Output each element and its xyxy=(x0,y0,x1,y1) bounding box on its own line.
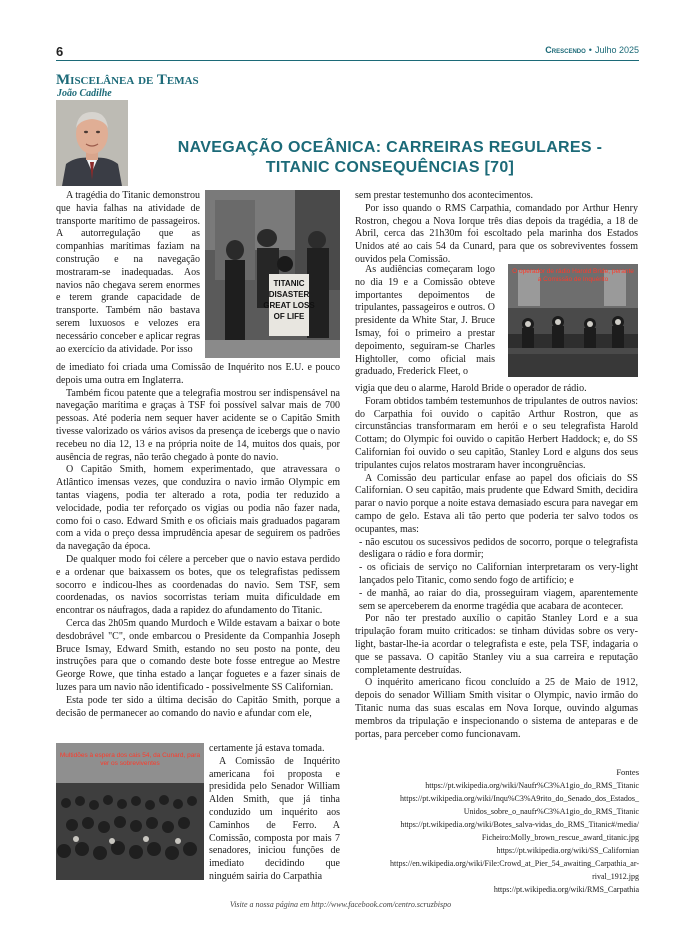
source-item[interactable]: https://pt.wikipedia.org/wiki/Botes_salva-vidas_do_RMS_Titanic#/media/ xyxy=(400,820,639,829)
paragraph-1-continued: de imediato foi criada uma Comissão de Inquérito nos E.U. e pouco depois uma outra em Inglaterra. xyxy=(56,362,340,386)
bullet-2: - os oficiais de serviço no Californian interpretaram os very-light lançados pelo Titanic, como sendo fogo de artifício; e xyxy=(359,562,638,586)
bullet-3: - de manhã, ao raiar do dia, prosseguiram viagem, aparentemente sem se aperceberem da enorme tragédia que acabara de acontecer. xyxy=(359,587,638,612)
paragraph-8: Por isso quando o RMS Carpathia, comandado por Arthur Henry Rostron, chegou a Nova Iorque três dias depois da tragédia, a 18 de Abril, cerca das 21h30m foi escoltado pela marinha dos Estados Unidos até ao cais 54 da Cunard, para que os sobreviventes fossem ouvidos pela Comissão. xyxy=(355,202,638,265)
paragraph-2: Também ficou patente que a telegrafia mostrou ser indispensável na navegação marítima e graças à TSF foi possível salvar mais de 700 pessoas. Até poderia nem sequer haver acidente se o Capitão Smith tivesse valorizado os vários avisos da presença de icebergs que o navio recebeu no dia 12, 13 e na própria noite de 14, muitos dos quais, por ausência de regras, não terão chegado à ponte do navio. xyxy=(56,387,340,463)
source-item[interactable]: https://pt.wikipedia.org/wiki/Inqu%C3%A9rito_do_Senado_dos_Estados_ xyxy=(400,794,639,803)
source-item[interactable]: https://pt.wikipedia.org/wiki/RMS_Carpathia xyxy=(493,885,639,894)
article-column-left xyxy=(56,362,340,720)
paragraph-6-continued: certamente já estava tomada. xyxy=(209,743,325,754)
headline-line-1: NAVEGAÇÃO OCEÂNICA: CARREIRAS REGULARES - xyxy=(177,139,603,156)
issue-date: Julho 2025 xyxy=(594,45,639,55)
source-item[interactable]: https://pt.wikipedia.org/wiki/SS_Californian xyxy=(496,846,639,855)
author-portrait xyxy=(56,100,128,186)
paragraph-9-continued: vigia que deu o alarme, Harold Bride o operador de rádio. xyxy=(355,383,587,394)
article-right-wrap xyxy=(355,264,495,379)
article-right-top xyxy=(355,190,638,267)
article-headline xyxy=(150,138,630,178)
photo-newsboy-titanic-disaster xyxy=(205,190,340,358)
svg-text:DISASTER: DISASTER xyxy=(268,290,310,299)
paragraph-5: Cerca das 2h05m quando Murdoch e Wilde estavam a baixar o bote desdobrável "C", onde embarcou o Presidente da Companhia Joseph Bruce Ismay, Edward Smith, estando no seu posto na ponte, deu instruções para que o comando deste bote fosse entregue ao Mestre George Rowe, que tinha estado a lançar foguetes e a fazer sinais de luzes para um navio não identificado - possivelmente SS Californian. xyxy=(56,617,340,693)
author-name: João Cadilhe xyxy=(57,88,112,99)
page-footer[interactable]: Visite a nossa página em http://www.facebook.com/centro.scruzbispo xyxy=(229,900,452,909)
pier-photo-caption: Multidões à espera dos cais 54, da Cunard, para ver os sobreviventes xyxy=(59,752,201,767)
paragraph-13: O inquérito americano ficou concluído a 25 de Maio de 1912, depois do senador William Smith visitar o Olympic, navio irmão do Titanic numa das suas escalas em Nova Iorque, ouvindo algumas membros da tripulação e inspecionando o sistema de anteparas e de portas, para perceber como funcionavam. xyxy=(355,677,638,740)
paragraph-3: O Capitão Smith, homem experimentado, que atravessara o Atlântico imensas vezes, que conduzira o navio irmão Olympic em tantas viagens, podia ter alterado a rota, podia ter reduzido a velocidade, podia ter reforçado os vigias ou podia não fazer nada, como foi o caso. Edward Smith e os oficiais mais graduados pagaram com a vida o preço dessa imprudência apesar de seguirem os padrões da navegação da época. xyxy=(56,464,340,553)
svg-text:OF LIFE: OF LIFE xyxy=(273,312,305,321)
article-intro xyxy=(56,190,200,356)
source-item[interactable]: https://en.wikipedia.org/wiki/File:Crowd_at_Pier_54_awaiting_Carpathia_ar- xyxy=(390,859,639,868)
portrait-illustration xyxy=(56,100,128,186)
headline-line-2: TITANIC CONSEQUÊNCIAS [70] xyxy=(265,159,515,176)
paragraph-6: Esta pode ter sido a última decisão do Capitão Smith, porque a decisão de permanecer ao comando do navio e afundar com ele, xyxy=(56,694,340,719)
article-left-bottom xyxy=(209,743,340,884)
paragraph-7-continued: sem prestar testemunho dos acontecimentos. xyxy=(355,190,534,201)
newsboy-photo-illustration xyxy=(205,190,340,358)
paragraph-4: De qualquer modo foi célere a perceber que o navio estava perdido e a ordenar que baixassem os botes, que os telegrafistas pedissem socorro e indicou-lhes as coordenadas do navio. Sem TSF, sem coordenadas, os navios socorristas teriam muita dificuldade em encontrar os náufragos, dada a rapidez do afundamento do Titanic. xyxy=(56,553,340,617)
running-header xyxy=(545,45,639,55)
paragraph-10: Foram obtidos também testemunhos de tripulantes de outros navios: do Carpathia foi ouvido o capitão Arthur Rostron, que as circunstâncias transformaram em herói e o seu telegrafista Harold Cottam; do Olympic foi ouvido o capitão Herbert Haddock; e, do SS Californian foi ouvido o seu capitão, Stanley Lord e alguns dos seus tripulantes cujos relatos mostraram haver incongruências. xyxy=(355,395,638,471)
source-item[interactable]: Unidos_sobre_o_naufr%C3%A1gio_do_RMS_Titanic xyxy=(463,807,639,816)
bullet-1: - não escutou os sucessivos pedidos de socorro, porque o telegrafista desligara o rádio e fora dormir; xyxy=(359,536,638,561)
section-title: Miscelânea de Temas xyxy=(56,72,199,88)
svg-text:TITANIC: TITANIC xyxy=(273,279,305,288)
article-column-right xyxy=(355,383,638,741)
paragraph-intro: A tragédia do Titanic demonstrou que havia falhas na atividade de transporte marítimo de passageiros. A autorregulação que as companhias marítimas faziam na construção e na navegação mostraram-se inadequadas. Aos navios não chegava serem enormes e terem grande capacidade de transporte. Também não bastava serem luxuosos e velozes era necessário conceber e aplicar regras ao exercício da atividade. Por isso xyxy=(56,190,200,355)
inquiry-photo-caption: O operador de rádio Harold Bride, perante a Comissão de Inquérito xyxy=(512,268,634,283)
header-separator: • xyxy=(588,45,592,55)
source-item[interactable]: https://pt.wikipedia.org/wiki/Naufr%C3%A1gio_do_RMS_Titanic xyxy=(425,781,639,790)
magazine-name: Crescendo xyxy=(545,45,586,55)
header-rule xyxy=(56,60,639,61)
paragraph-11: A Comissão deu particular enfase ao papel dos oficiais do SS Californian. O seu capitão, mais prudente que Edward Smith, decidira parar o navio porque a noite estava demasiado escura para navegar em campo de gelo. Estava ali tão perto que poderia ter salvo todos os ocupantes, mas: xyxy=(355,472,638,535)
paragraph-9: As audiências começaram logo no dia 19 e a Comissão obteve importantes depoimentos de tripulantes, passageiros e outros. O presidente da White Star, J. Bruce Ismay, foi o primeiro a prestar depoimento, seguiram-se Charles Hightoller, como oficial mais graduado, Frederick Fleet, o xyxy=(355,264,495,378)
paragraph-12: Por não ter prestado auxílio o capitão Stanley Lord e a sua tripulação foram muito criticados: se tinham dúvidas sobre os very-light, bastar-lhe-ia acordar o telegrafista e este, pela TSF, indagaria o que se passava. O capitão Stanley viu a sua carreira e reputação completamente destruídas. xyxy=(355,613,638,676)
page-number: 6 xyxy=(56,44,64,59)
paragraph-7: A Comissão de Inquérito americana foi proposta e presidida pelo Senador William Alden Smith, que já tinha conduzido um inquérito aos Caminhos de Ferro. A Comissão, composta por mais 7 senadores, iniciou funções de imediato decidindo que ninguém sairia do Carpathia xyxy=(209,755,340,882)
svg-text:GREAT LOSS: GREAT LOSS xyxy=(263,301,315,310)
sources-list xyxy=(339,766,639,896)
source-item[interactable]: rival_1912.jpg xyxy=(592,872,639,881)
source-item[interactable]: Ficheiro:Molly_brown_rescue_award_titanic.jpg xyxy=(481,833,639,842)
sources-heading: Fontes xyxy=(616,767,639,777)
